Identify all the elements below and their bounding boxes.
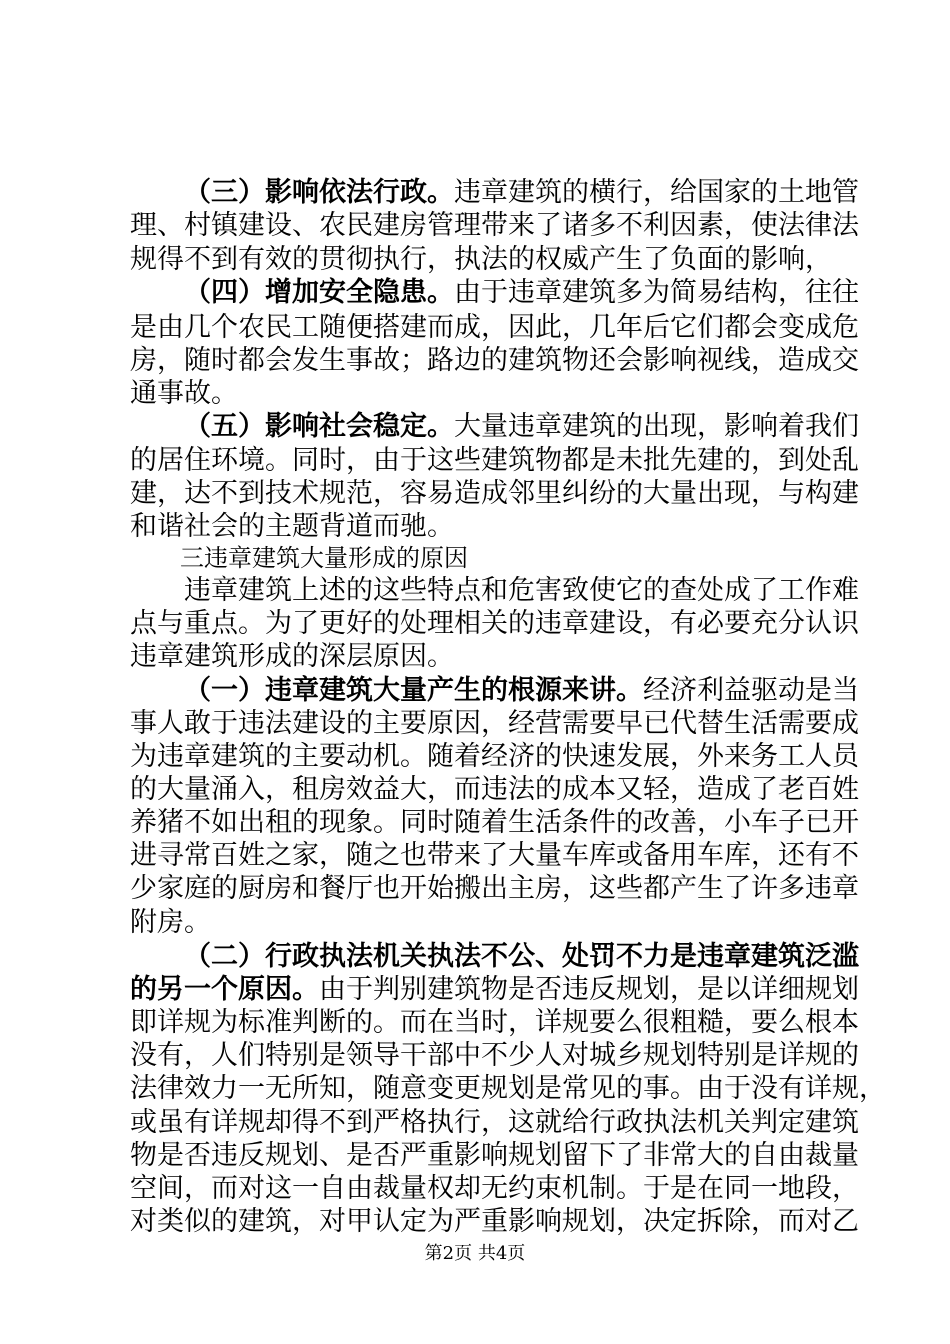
text-line: 违章建筑形成的深层原因。 [130, 641, 454, 672]
text-line: （五）影响社会稳定。大量违章建筑的出现，影响着我们 [184, 411, 859, 442]
text-line: 的另一个原因。由于判别建筑物是否违反规划，是以详细规划 [130, 974, 859, 1005]
text-line: （三）影响依法行政。违章建筑的横行，给国家的土地管 [184, 177, 859, 208]
text-line: （二）行政执法机关执法不公、处罚不力是违章建筑泛滥 [184, 941, 859, 972]
text-line: 空间，而对这一自由裁量权却无约束机制。于是在同一地段， [130, 1173, 859, 1204]
text-line: 是由几个农民工随便搭建而成，因此，几年后它们都会变成危 [130, 312, 859, 343]
text-line: 为违章建筑的主要动机。随着经济的快速发展，外来务工人员 [130, 741, 859, 772]
text-line: 养猪不如出租的现象。同时随着生活条件的改善，小车子已开 [130, 807, 859, 838]
text-line: 少家庭的厨房和餐厅也开始搬出主房，这些都产生了许多违章 [130, 873, 859, 904]
text-line: 的大量涌入，租房效益大，而违法的成本又轻，造成了老百姓 [130, 774, 859, 805]
text-line: 对类似的建筑，对甲认定为严重影响规划，决定拆除，而对乙 [130, 1206, 859, 1237]
text-line: 法律效力一无所知，随意变更规划是常见的事。由于没有详规， [130, 1073, 886, 1104]
text-line: （四）增加安全隐患。由于违章建筑多为简易结构，往往 [184, 277, 859, 308]
text-line: 通事故。 [130, 378, 238, 409]
text-line: 点与重点。为了更好的处理相关的违章建设，有必要充分认识 [130, 608, 859, 639]
text-line: 即详规为标准判断的。而在当时，详规要么很粗糙，要么根本 [130, 1007, 859, 1038]
page-number-footer: 第2页 共4页 [424, 1243, 526, 1264]
text-line: 或虽有详规却得不到严格执行，这就给行政执法机关判定建筑 [130, 1107, 859, 1138]
text-line: 理、村镇建设、农民建房管理带来了诸多不利因素，使法律法 [130, 210, 859, 241]
text-line: 物是否违反规划、是否严重影响规划留下了非常大的自由裁量 [130, 1140, 859, 1171]
text-line: 没有，人们特别是领导干部中不少人对城乡规划特别是详规的 [130, 1040, 859, 1071]
text-line: 规得不到有效的贯彻执行，执法的权威产生了负面的影响， [130, 244, 832, 275]
text-line: 事人敢于违法建设的主要原因，经营需要早已代替生活需要成 [130, 708, 859, 739]
text-line: （一）违章建筑大量产生的根源来讲。经济利益驱动是当 [184, 675, 859, 706]
text-line: 的居住环境。同时，由于这些建筑物都是未批先建的，到处乱 [130, 445, 859, 476]
text-line: 进寻常百姓之家，随之也带来了大量车库或备用车库，还有不 [130, 840, 859, 871]
text-line: 房，随时都会发生事故；路边的建筑物还会影响视线，造成交 [130, 345, 859, 376]
text-line: 建，达不到技术规范，容易造成邻里纠纷的大量出现，与构建 [130, 478, 859, 509]
text-line: 附房。 [130, 907, 211, 938]
section-heading: 三违章建筑大量形成的原因 [180, 544, 468, 572]
text-line: 和谐社会的主题背道而驰。 [130, 511, 454, 542]
text-line: 违章建筑上述的这些特点和危害致使它的查处成了工作难 [184, 575, 859, 606]
